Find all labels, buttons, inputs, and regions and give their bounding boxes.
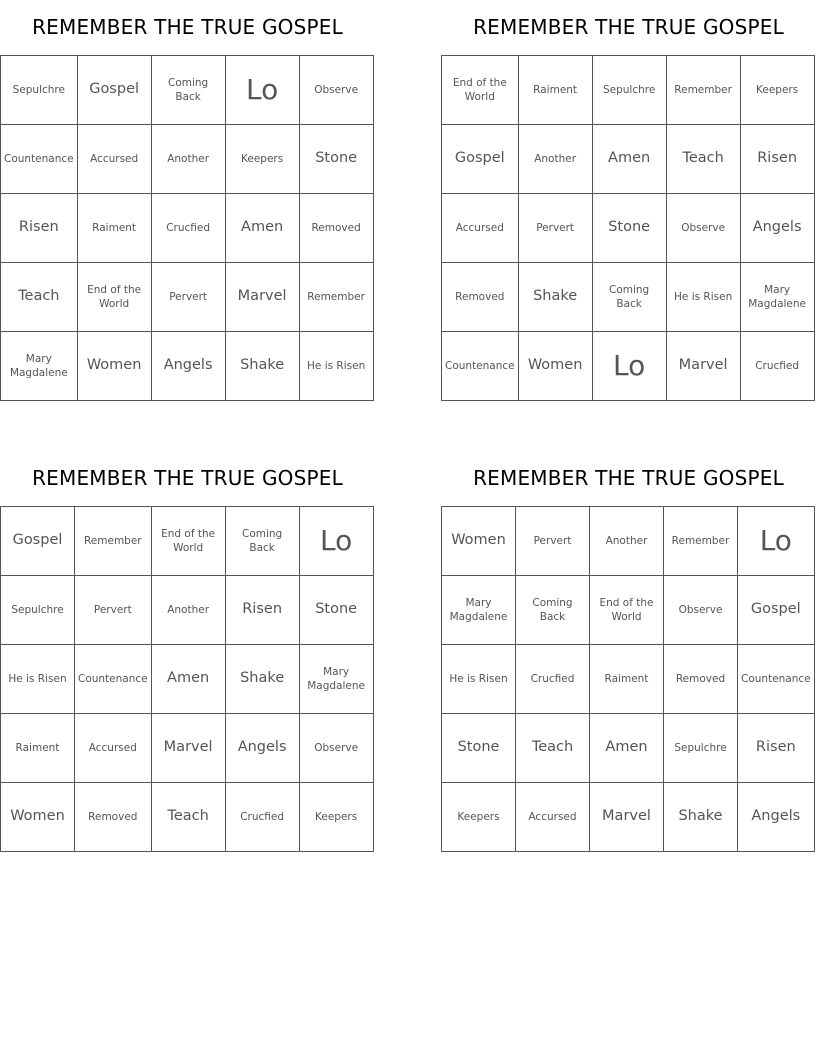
bingo-cell: Angels <box>738 783 815 852</box>
bingo-cell: Crucfied <box>516 645 590 714</box>
bingo-cell: Stone <box>592 194 666 263</box>
bingo-cell: Sepulchre <box>1 56 78 125</box>
bingo-cell: Keepers <box>442 783 516 852</box>
bingo-cell: Keepers <box>225 125 299 194</box>
bingo-cell: Another <box>151 576 225 645</box>
bingo-cell: Amen <box>225 194 299 263</box>
bingo-cell: Teach <box>516 714 590 783</box>
bingo-cell: Accursed <box>75 714 152 783</box>
bingo-cell: Gospel <box>1 507 75 576</box>
bingo-cell: Countenance <box>75 645 152 714</box>
bingo-cell: Marvel <box>590 783 664 852</box>
bingo-cell: Crucfied <box>225 783 299 852</box>
bingo-cell: Pervert <box>518 194 592 263</box>
bingo-cell: He is Risen <box>1 645 75 714</box>
bingo-grid <box>441 55 815 401</box>
bingo-cell: Raiment <box>590 645 664 714</box>
bingo-cell: He is Risen <box>442 645 516 714</box>
bingo-cell: Gospel <box>77 56 151 125</box>
bingo-cell: Lo <box>738 507 815 576</box>
bingo-cell: Remember <box>75 507 152 576</box>
bingo-cell: Mary Magdalene <box>442 576 516 645</box>
bingo-cell: Lo <box>225 56 299 125</box>
bingo-cell: He is Risen <box>299 332 373 401</box>
bingo-cell: Sepulchre <box>664 714 738 783</box>
bingo-cell: Lo <box>299 507 373 576</box>
grid-row <box>442 576 815 645</box>
bingo-cell: Removed <box>664 645 738 714</box>
bingo-cell: Risen <box>1 194 78 263</box>
bingo-cell: Women <box>1 783 75 852</box>
bingo-cell: Women <box>442 507 516 576</box>
bingo-cell: Removed <box>75 783 152 852</box>
bingo-cell: End of the World <box>442 56 519 125</box>
bingo-cell: Another <box>590 507 664 576</box>
bingo-cell: Amen <box>151 645 225 714</box>
bingo-cell: Sepulchre <box>1 576 75 645</box>
bingo-cell: Crucfied <box>151 194 225 263</box>
grid-row <box>442 125 815 194</box>
grid-row <box>1 645 374 714</box>
bingo-cell: Pervert <box>75 576 152 645</box>
bingo-cell: Angels <box>151 332 225 401</box>
bingo-cell: Women <box>77 332 151 401</box>
grid-row <box>442 332 815 401</box>
bingo-cell: Observe <box>299 56 373 125</box>
bingo-card-3 <box>0 451 375 852</box>
bingo-cell: Stone <box>299 576 373 645</box>
bingo-cell: He is Risen <box>666 263 740 332</box>
bingo-cell: Stone <box>442 714 516 783</box>
bingo-cell: Remember <box>666 56 740 125</box>
bingo-cell: Pervert <box>151 263 225 332</box>
bingo-cell: Teach <box>151 783 225 852</box>
bingo-cell: Shake <box>518 263 592 332</box>
bingo-cell: Observe <box>299 714 373 783</box>
card-title: REMEMBER THE TRUE GOSPEL <box>473 15 784 39</box>
bingo-cell: Marvel <box>225 263 299 332</box>
grid-row <box>1 332 374 401</box>
bingo-cell: Gospel <box>738 576 815 645</box>
grid-row <box>1 783 374 852</box>
bingo-cell: End of the World <box>590 576 664 645</box>
bingo-cell: Accursed <box>442 194 519 263</box>
bingo-cell: Coming Back <box>151 56 225 125</box>
bingo-cell: Raiment <box>77 194 151 263</box>
bingo-cell: Coming Back <box>225 507 299 576</box>
bingo-cell: Another <box>151 125 225 194</box>
bingo-cell: Countenance <box>442 332 519 401</box>
bingo-cell: Pervert <box>516 507 590 576</box>
bingo-cell: Observe <box>666 194 740 263</box>
grid-row <box>442 507 815 576</box>
grid-row <box>442 783 815 852</box>
card-title: REMEMBER THE TRUE GOSPEL <box>473 466 784 490</box>
bingo-cell: Women <box>518 332 592 401</box>
bingo-grid <box>0 506 374 852</box>
bingo-cell: Crucfied <box>740 332 814 401</box>
grid-row <box>1 714 374 783</box>
bingo-cell: Coming Back <box>592 263 666 332</box>
bingo-cell: Risen <box>738 714 815 783</box>
grid-row <box>442 56 815 125</box>
bingo-cell: Remember <box>299 263 373 332</box>
bingo-cell: Accursed <box>516 783 590 852</box>
grid-row <box>1 576 374 645</box>
bingo-cell: Remember <box>664 507 738 576</box>
bingo-cell: Keepers <box>299 783 373 852</box>
grid-row <box>1 194 374 263</box>
bingo-card-4 <box>441 451 816 852</box>
bingo-cell: Sepulchre <box>592 56 666 125</box>
bingo-cell: Stone <box>299 125 373 194</box>
bingo-cell: Coming Back <box>516 576 590 645</box>
bingo-grid <box>0 55 374 401</box>
bingo-cell: Shake <box>225 645 299 714</box>
bingo-cell: Shake <box>225 332 299 401</box>
bingo-cell: Removed <box>442 263 519 332</box>
grid-row <box>442 645 815 714</box>
bingo-cell: Angels <box>740 194 814 263</box>
grid-row <box>1 263 374 332</box>
grid-row <box>442 194 815 263</box>
bingo-cell: Mary Magdalene <box>299 645 373 714</box>
grid-row <box>1 507 374 576</box>
bingo-cell: Marvel <box>666 332 740 401</box>
bingo-grid <box>441 506 815 852</box>
bingo-cell: Raiment <box>1 714 75 783</box>
card-title: REMEMBER THE TRUE GOSPEL <box>32 15 343 39</box>
card-title: REMEMBER THE TRUE GOSPEL <box>32 466 343 490</box>
bingo-cell: Teach <box>666 125 740 194</box>
grid-row <box>442 263 815 332</box>
bingo-cell: End of the World <box>151 507 225 576</box>
bingo-cell: Countenance <box>1 125 78 194</box>
bingo-cell: Countenance <box>738 645 815 714</box>
bingo-cell: Keepers <box>740 56 814 125</box>
bingo-cell: Another <box>518 125 592 194</box>
bingo-cell: Mary Magdalene <box>1 332 78 401</box>
bingo-card-1 <box>0 0 375 401</box>
grid-row <box>1 56 374 125</box>
bingo-cell: Lo <box>592 332 666 401</box>
bingo-card-2 <box>441 0 816 401</box>
bingo-cell: Accursed <box>77 125 151 194</box>
grid-row <box>1 125 374 194</box>
bingo-cell: Marvel <box>151 714 225 783</box>
bingo-cell: Amen <box>590 714 664 783</box>
bingo-cell: Removed <box>299 194 373 263</box>
bingo-cell: Shake <box>664 783 738 852</box>
grid-row <box>442 714 815 783</box>
bingo-cell: End of the World <box>77 263 151 332</box>
bingo-cell: Observe <box>664 576 738 645</box>
bingo-cell: Risen <box>225 576 299 645</box>
bingo-cell: Amen <box>592 125 666 194</box>
bingo-cell: Gospel <box>442 125 519 194</box>
bingo-cell: Risen <box>740 125 814 194</box>
bingo-cell: Mary Magdalene <box>740 263 814 332</box>
bingo-cell: Teach <box>1 263 78 332</box>
bingo-cell: Raiment <box>518 56 592 125</box>
bingo-cell: Angels <box>225 714 299 783</box>
